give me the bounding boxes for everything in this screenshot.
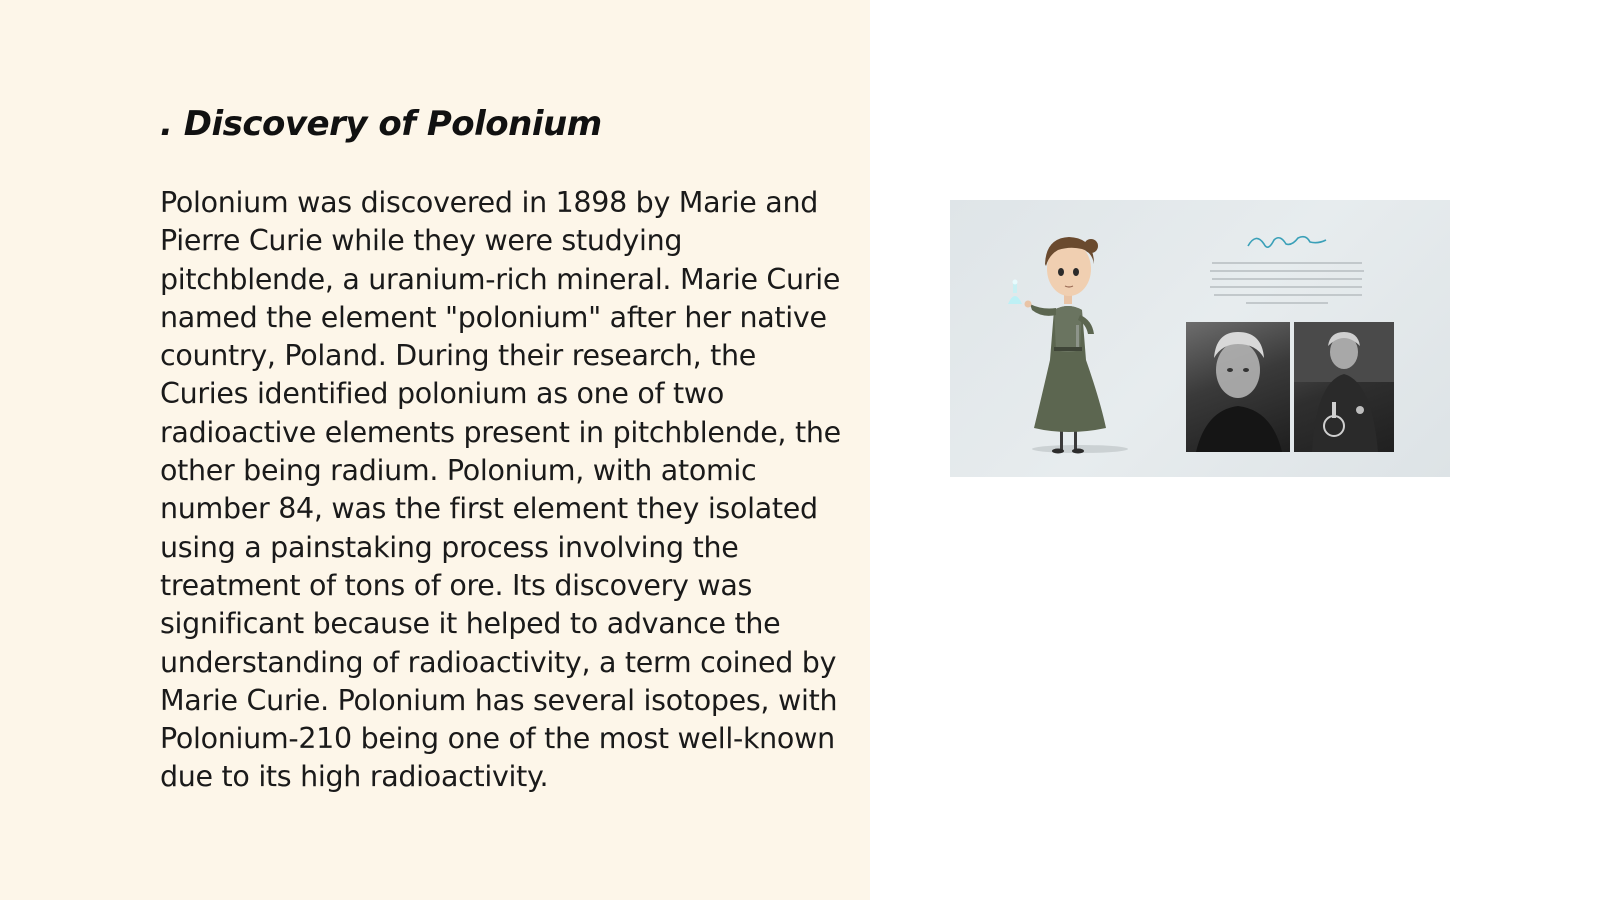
left-shoe <box>1052 449 1064 454</box>
left-hand <box>1025 301 1032 308</box>
portrait-photo <box>1186 322 1290 452</box>
signature-icon <box>1248 237 1326 248</box>
flask-bubble <box>1013 280 1018 285</box>
slide-title: . Discovery of Polonium <box>160 104 602 144</box>
hair-bun <box>1084 239 1098 253</box>
lab-photo <box>1294 322 1394 452</box>
right-eye <box>1073 268 1079 276</box>
belt <box>1054 347 1082 351</box>
caption-lines <box>1210 262 1364 304</box>
flask-body <box>1008 296 1022 304</box>
left-eye <box>1058 268 1064 276</box>
test-tube <box>1076 325 1079 347</box>
marie-curie-illustration <box>950 200 1450 477</box>
right-shoe <box>1072 449 1084 454</box>
left-arm <box>1030 304 1056 316</box>
slide-body-text: Polonium was discovered in 1898 by Marie and Pierre Curie while they were studying pitchblende, a uranium-rich mineral. Marie Curie named the element "polonium" after her native country, Poland. During their research, the Curies identified polonium as one of two radioactive elements present in pitchblende, the other being radium. Polonium, with atomic number 84, was the first element they isolated using a painstaking process involving the treatment of tons of ore. Its discovery was significant because it helped to advance the understanding of radioactivity, a term coined by Marie Curie. Polonium has several isotopes, with Polonium-210 being one of the most well-known due to its high radioactivity. <box>160 186 841 794</box>
